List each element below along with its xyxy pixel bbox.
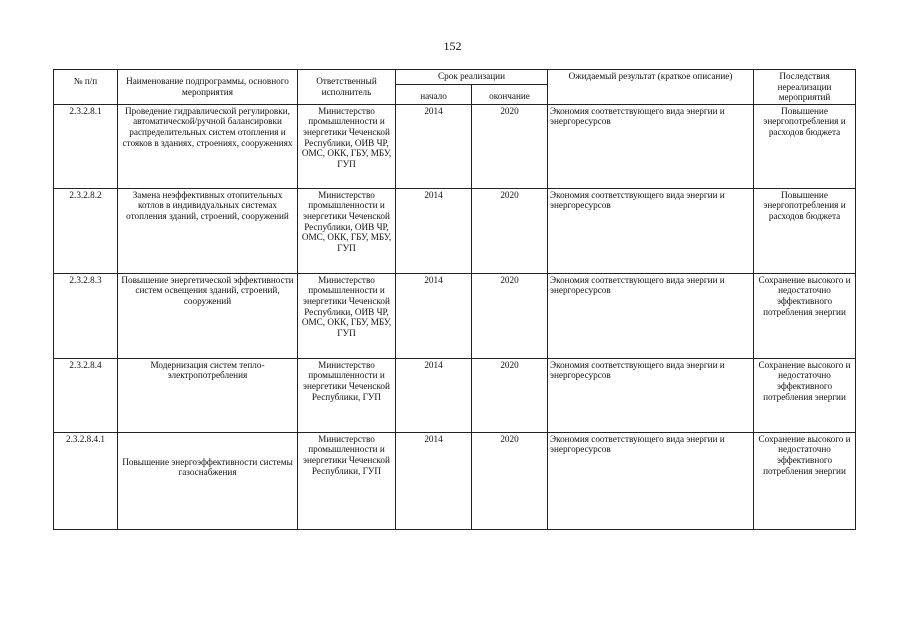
header-responsible: Ответственный исполнитель <box>298 70 396 105</box>
row-consequences: Сохранение высокого и недостаточно эффективного потребления энергии <box>754 273 856 358</box>
row-end: 2020 <box>472 104 548 188</box>
header-consequences: Последствия нереализации мероприятий <box>754 70 856 105</box>
row-num: 2.3.2.8.3 <box>54 273 118 358</box>
row-responsible: Министерство промышленности и энергетики Чеченской Республики, ОИВ ЧР, ОМС, ОКК, ГБУ, МБУ, ГУП <box>298 188 396 273</box>
row-name: Повышение энергетической эффективности систем освещения зданий, строений, сооружений <box>118 273 298 358</box>
row-consequences: Сохранение высокого и недостаточно эффективного потребления энергии <box>754 358 856 432</box>
row-result: Экономия соответствующего вида энергии и энергоресурсов <box>548 273 754 358</box>
page-number: 152 <box>443 39 462 53</box>
row-start: 2014 <box>396 358 472 432</box>
table-row <box>54 358 856 432</box>
table-row <box>54 104 856 188</box>
row-responsible: Министерство промышленности и энергетики Чеченской Республики, ОИВ ЧР, ОМС, ОКК, ГБУ, МБУ, ГУП <box>298 104 396 188</box>
row-consequences: Повышение энергопотребления и расходов бюджета <box>754 188 856 273</box>
row-start: 2014 <box>396 432 472 529</box>
header-row-1 <box>54 70 856 85</box>
header-period: Срок реализации <box>396 70 548 85</box>
row-name: Модернизация систем тепло-электропотребления <box>118 358 298 432</box>
row-name: Проведение гидравлической регулировки, автоматической/ручной балансировки распределительных систем отопления и стояков в зданиях, строениях, сооружениях <box>118 104 298 188</box>
row-name: Повышение энергоэффективности системы газоснабжения <box>118 432 298 529</box>
row-end: 2020 <box>472 273 548 358</box>
header-num: № п/п <box>54 70 118 105</box>
row-result: Экономия соответствующего вида энергии и энергоресурсов <box>548 358 754 432</box>
row-result: Экономия соответствующего вида энергии и энергоресурсов <box>548 188 754 273</box>
row-num: 2.3.2.8.4 <box>54 358 118 432</box>
row-end: 2020 <box>472 188 548 273</box>
table-row <box>54 432 856 529</box>
row-result: Экономия соответствующего вида энергии и энергоресурсов <box>548 432 754 529</box>
header-name: Наименование подпрограммы, основного мероприятия <box>118 70 298 105</box>
header-start: начало <box>396 84 472 104</box>
row-num: 2.3.2.8.2 <box>54 188 118 273</box>
row-num: 2.3.2.8.4.1 <box>54 432 118 529</box>
row-start: 2014 <box>396 104 472 188</box>
row-num: 2.3.2.8.1 <box>54 104 118 188</box>
row-result: Экономия соответствующего вида энергии и энергоресурсов <box>548 104 754 188</box>
header-result: Ожидаемый результат (краткое описание) <box>548 70 754 105</box>
row-end: 2020 <box>472 432 548 529</box>
row-responsible: Министерство промышленности и энергетики Чеченской Республики, ГУП <box>298 432 396 529</box>
row-end: 2020 <box>472 358 548 432</box>
row-start: 2014 <box>396 188 472 273</box>
row-consequences: Сохранение высокого и недостаточно эффективного потребления энергии <box>754 432 856 529</box>
row-start: 2014 <box>396 273 472 358</box>
table-row <box>54 188 856 273</box>
row-name: Замена неэффективных отопительных котлов в индивидуальных системах отопления зданий, строений, сооружений <box>118 188 298 273</box>
table-row <box>54 273 856 358</box>
measures-table <box>53 69 856 530</box>
header-end: окончание <box>472 84 548 104</box>
row-consequences: Повышение энергопотребления и расходов бюджета <box>754 104 856 188</box>
row-responsible: Министерство промышленности и энергетики Чеченской Республики, ОИВ ЧР, ОМС, ОКК, ГБУ, МБУ, ГУП <box>298 273 396 358</box>
row-responsible: Министерство промышленности и энергетики Чеченской Республики, ГУП <box>298 358 396 432</box>
